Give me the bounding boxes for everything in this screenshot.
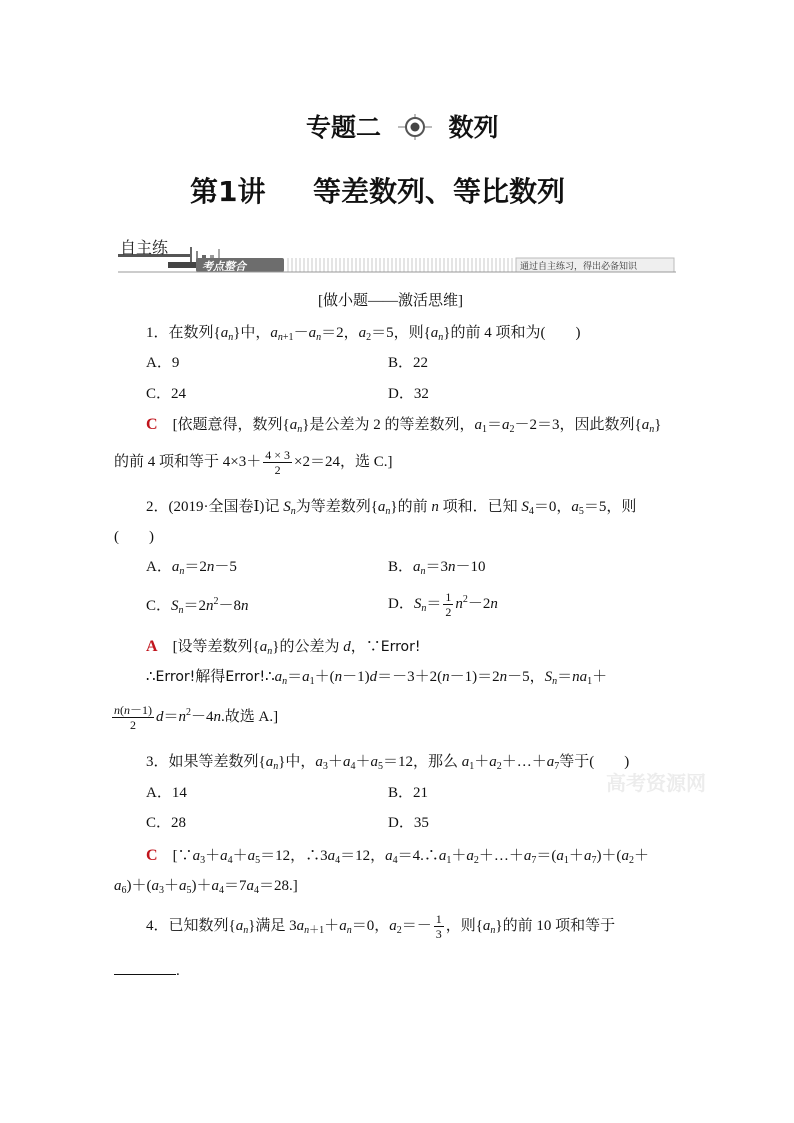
q4-blank-line[interactable]	[114, 960, 176, 975]
q1-stem: 1．在数列$\{a_n\}$中，$a_{n+1}-a_n=2$，$a_2=5$，则$\{a_n\}$的前 4 项和为( )	[146, 325, 581, 343]
q2-error-3: Error!	[225, 669, 266, 685]
watermark: 高考资源网	[606, 771, 706, 795]
lecture-label: 第1讲	[190, 175, 266, 208]
section-banner	[118, 238, 676, 273]
q2-solution-line3: $\frac{n(n-1)}{2}$ $d=n^2-4n$.故选 A.]	[114, 703, 279, 732]
q4-number: 4．	[146, 917, 169, 934]
q3-stem: 3．如果等差数列$\{a_n\}$中，$a_3+a_4+a_5=12$，那么 $a_1+a_2+\dots+a_7$等于( )	[146, 754, 630, 772]
q2-answer: A	[146, 638, 158, 655]
q4-answer-blank[interactable]: .	[114, 960, 180, 981]
lecture-heading	[190, 170, 565, 210]
q1-solution-line2: 的前 4 项和等于 4×3＋ $\frac{4 \times 3}{2}$ ×2＝24，选 C.]	[114, 448, 393, 477]
banner-sub-tag: 考点整合	[202, 260, 246, 273]
q1-number: 1．	[146, 325, 169, 341]
q1-option-c: C．24	[146, 386, 187, 402]
q3-option-b: B．21	[388, 785, 429, 801]
q3-option-a: A．14	[146, 785, 187, 801]
q3-solution-line1: C [$\because a_3+a_4+a_5=12$，$\therefore 3a_4=12$，$a_4=4.\therefore a_1+a_2+\dots+a_7=(a_1+a_7)+(a_2+$	[146, 847, 649, 866]
q2-option-b: B．$a_n=3n-10$	[388, 559, 486, 577]
q1-answer: C	[146, 416, 158, 433]
target-icon	[398, 114, 432, 140]
q2-option-a: A．$a_n=2n-5$	[146, 559, 237, 577]
topic-heading	[306, 108, 498, 144]
q2-solution-line1: A [设等差数列$\{a_n\}$的公差为 d，∵Error!	[146, 638, 421, 657]
q2-option-c: C．$S_n=2n^2-8n$	[146, 596, 249, 616]
banner-left-tag: 自主练	[120, 238, 169, 257]
q2-solution-line2: ∴Error!解得$Error!\therefore a_n=a_1+(n-1)d=-3+2(n-1)=2n-5$，$S_n=na_1+$	[146, 669, 608, 687]
q2-stem: 2．(2019·全国卷Ⅰ)记 $S_n$为等差数列$\{a_n\}$的前 n 项和．已知 $S_4=0$，$a_5=5$，则	[146, 499, 637, 517]
q2-number: 2．	[146, 499, 169, 515]
q1-option-b: B．22	[388, 355, 429, 371]
banner-right-text: 通过自主练习，得出必备知识	[520, 262, 638, 272]
q1-option-d: D．32	[388, 386, 429, 402]
q2-stem-paren: ( )	[114, 529, 154, 545]
q3-option-c: C．28	[146, 815, 187, 831]
q2-source: (2019·全国卷Ⅰ)	[168, 499, 265, 515]
q3-solution-line2: $a_6)+(a_3+a_5)+a_4=7a_4=28$.]	[114, 878, 298, 896]
q1-solution-line1: C [依题意得，数列$\{a_n\}$是公差为 2 的等差数列，$a_1=a_2-2=3$，因此数列$\{a_n\}$	[146, 416, 662, 435]
topic-label: 专题二	[306, 113, 382, 142]
q2-option-d: D．$S_n=$ $\frac{1}{2}$ $n^2-2n$	[388, 590, 498, 619]
q2-error-1: Error!	[380, 639, 421, 655]
section-title: [做小题——激活思维]	[318, 293, 463, 309]
q4-stem: 4．已知数列$\{a_n\}$满足 $3a_{n+1}+a_n=0$，$a_2=-$ $\frac{1}{3}$ ，则$\{a_n\}$的前 10 项和等于	[146, 912, 616, 941]
topic-title: 数列	[448, 113, 499, 142]
q1-option-a: A．9	[146, 355, 180, 371]
q3-number: 3．	[146, 754, 169, 770]
lecture-title: 等差数列、等比数列	[312, 175, 565, 208]
q3-option-d: D．35	[388, 815, 429, 831]
q3-answer: C	[146, 847, 158, 864]
q2-error-2: Error!	[155, 669, 196, 685]
